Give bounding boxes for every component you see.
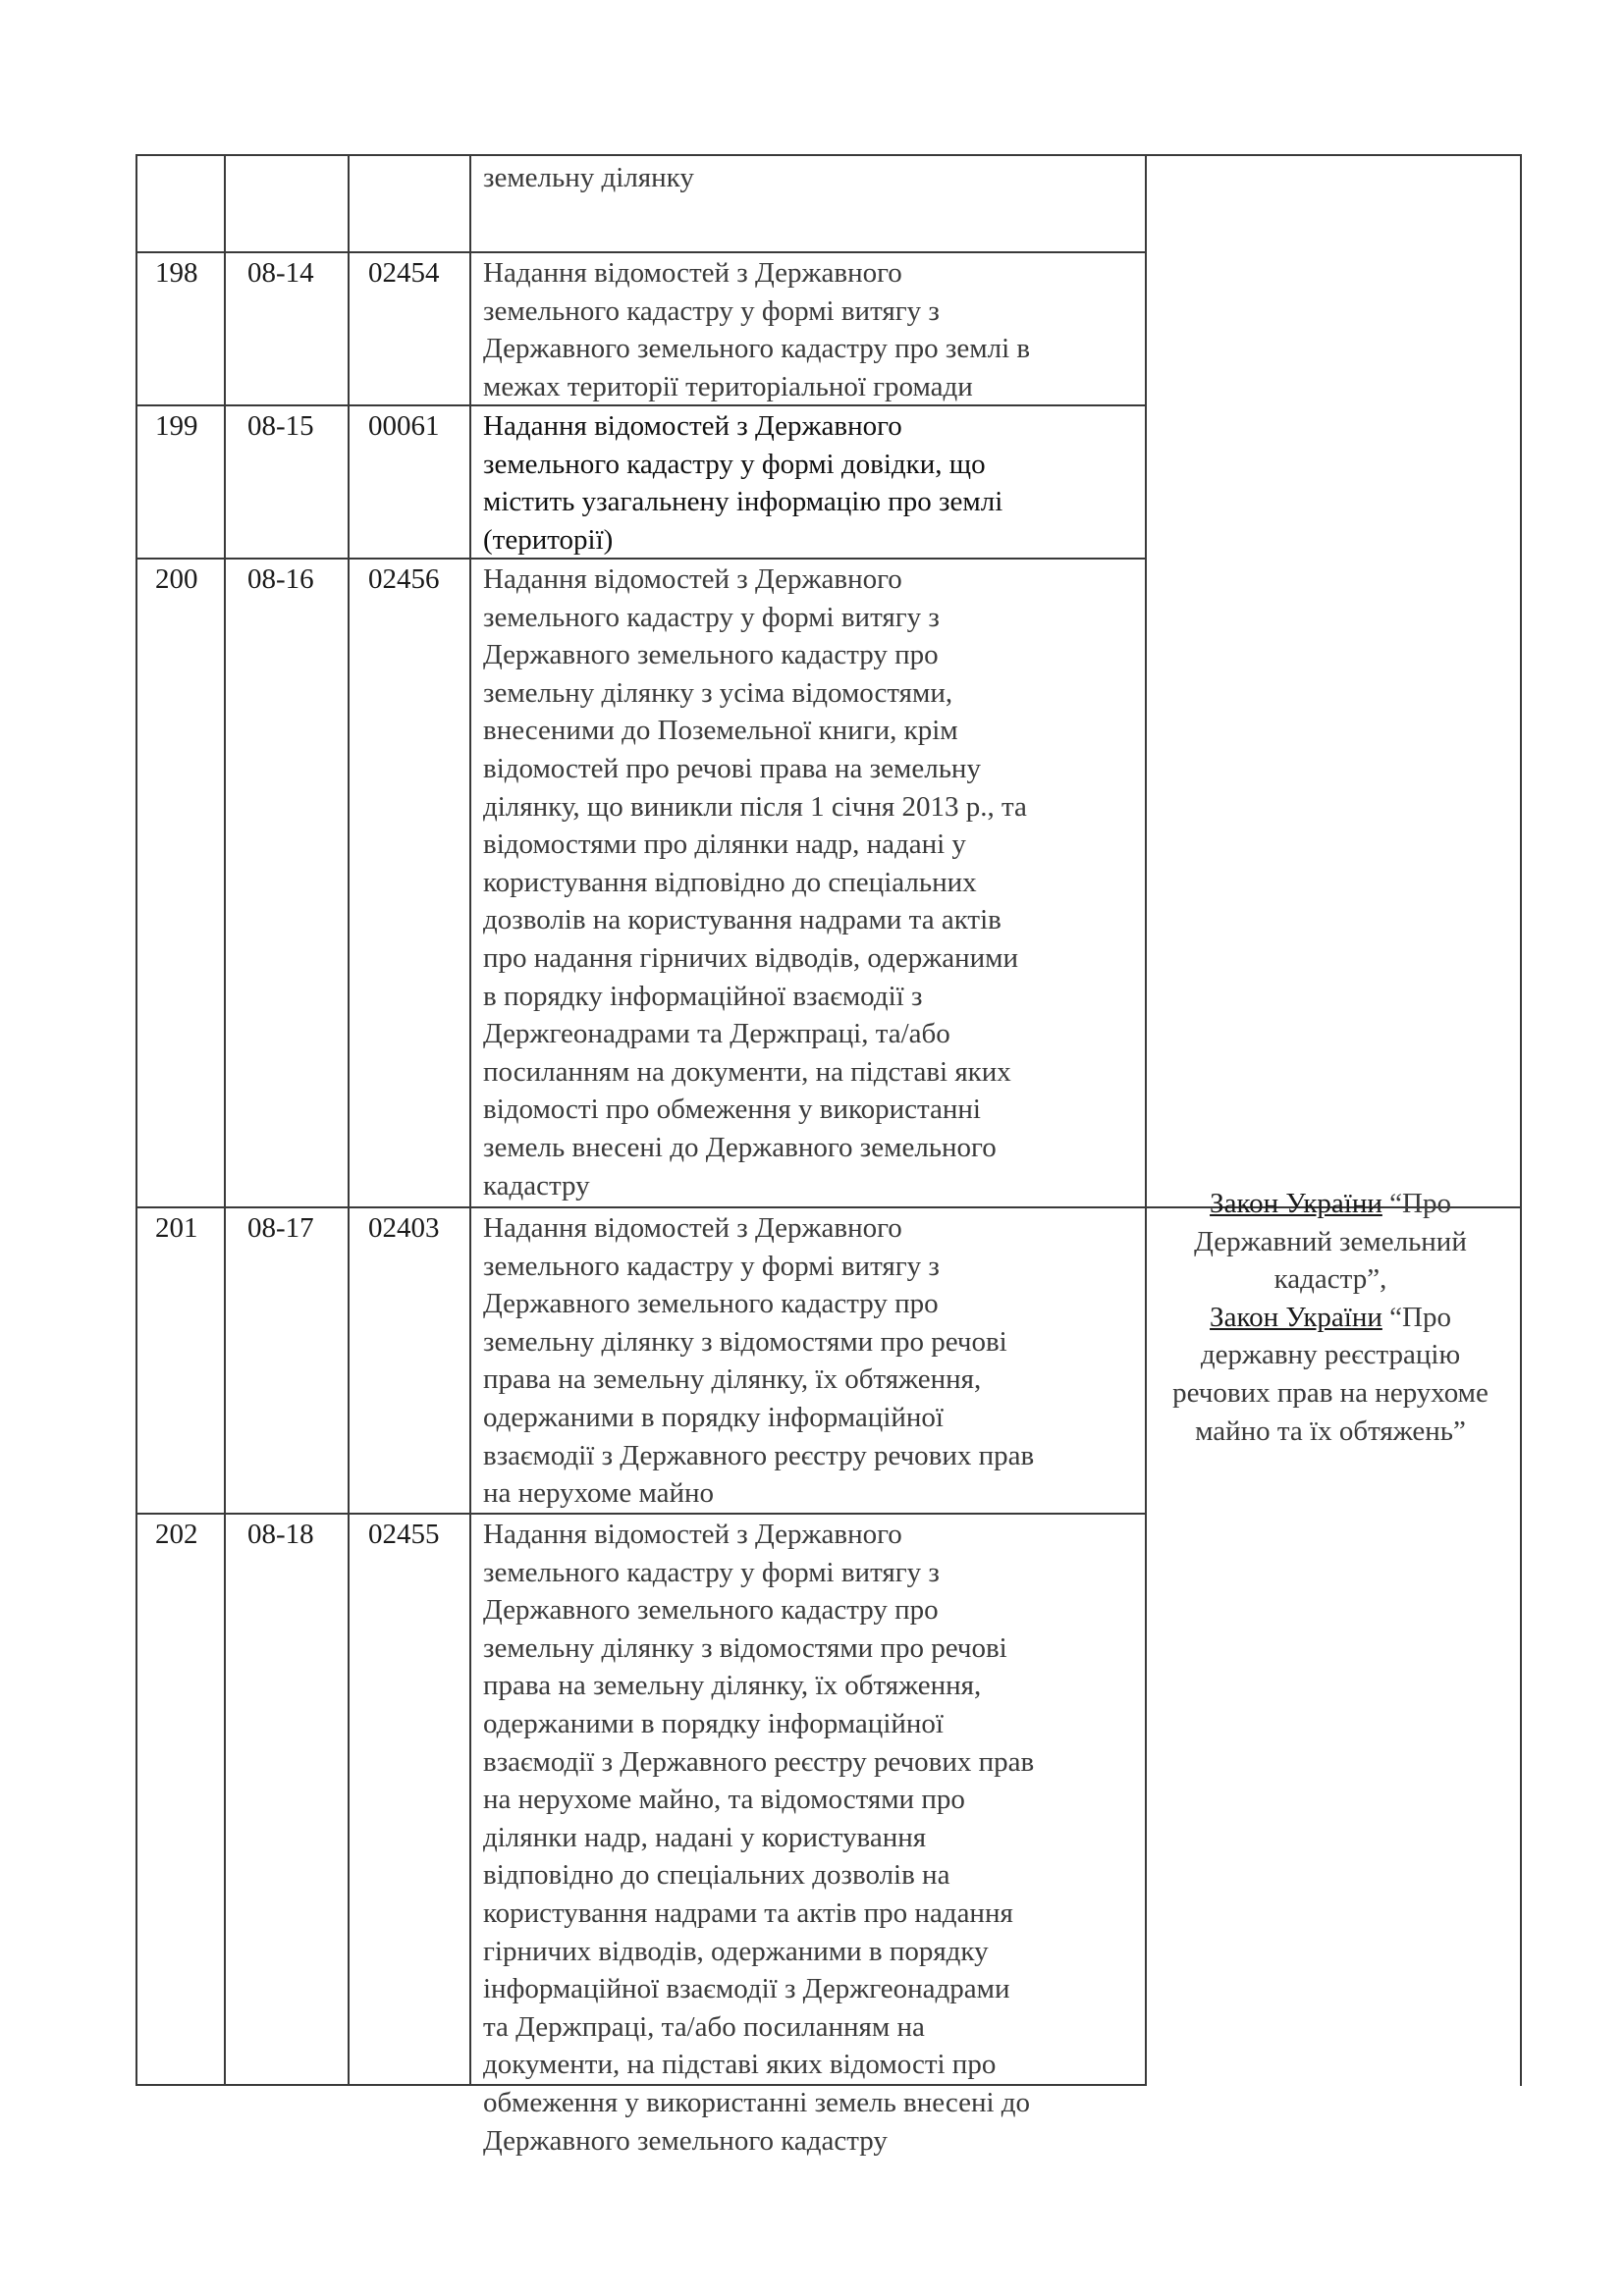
description-line: (території) <box>483 523 614 556</box>
row-code: 08-16 <box>247 563 314 595</box>
col-border-1 <box>224 154 226 2086</box>
row-description <box>483 254 1030 405</box>
description-line: ділянки надр, надані у користування <box>483 1821 927 1853</box>
description-line: в порядку інформаційної взаємодії з <box>483 980 923 1012</box>
description-line: Держгеонадрами та Держпраці, та/або <box>483 1018 950 1050</box>
law-link[interactable]: Закон України <box>1210 1188 1382 1219</box>
legal-basis-line <box>1141 1185 1520 1223</box>
description-line: відомостей про речові права на земельну <box>483 752 981 784</box>
description-line: відомостями про ділянки надр, надані у <box>483 828 966 861</box>
description-line: ділянку, що виникли після 1 січня 2013 р., та <box>483 790 1027 823</box>
col-border-4 <box>1145 154 1147 2086</box>
description-line: Надання відомостей з Державного <box>483 1519 902 1550</box>
row-description <box>483 1516 1034 2160</box>
row-description <box>483 1209 1034 1513</box>
description-line: кадастру <box>483 1169 590 1201</box>
description-line: одержаними в порядку інформаційної <box>483 1401 944 1433</box>
legal-basis-cell <box>1141 1185 1520 1450</box>
col-border-2 <box>348 154 350 2086</box>
law-text: “Про <box>1381 1301 1451 1333</box>
description-line: взаємодії з Державного реєстру речових прав <box>483 1439 1035 1471</box>
col-border-left <box>135 154 137 2086</box>
description-line: взаємодії з Державного реєстру речових прав <box>483 1745 1035 1778</box>
description-line: земельного кадастру у формі витягу з <box>483 1556 940 1588</box>
description-line: Надання відомостей з Державного <box>483 1212 902 1244</box>
description-line: про надання гірничих відводів, одержаними <box>483 941 1019 974</box>
row-number: 198 <box>155 257 198 289</box>
description-line: на нерухоме майно, та відомостями про <box>483 1784 965 1816</box>
description-line: Державного земельного кадастру про <box>483 1594 939 1627</box>
row-separator <box>469 1206 1147 1208</box>
description-line: на нерухоме майно <box>483 1477 715 1510</box>
legal-basis-line: майно та їх обтяжень” <box>1195 1415 1466 1447</box>
col-border-3 <box>469 154 471 2086</box>
description-line: земельного кадастру у формі витягу з <box>483 601 940 633</box>
law-text: “Про <box>1381 1188 1451 1219</box>
description-line: земельну ділянку з усіма відомостями, <box>483 676 953 709</box>
description-line: Державного земельного кадастру про землі в <box>483 333 1031 365</box>
row-id: 02456 <box>368 563 440 595</box>
row-id: 00061 <box>368 410 440 442</box>
row-code: 08-17 <box>247 1212 314 1244</box>
row-number: 199 <box>155 410 198 442</box>
description-line: Надання відомостей з Державного <box>483 410 902 442</box>
description-line: Державного земельного кадастру про <box>483 639 939 671</box>
description-line: земель внесені до Державного земельного <box>483 1131 997 1163</box>
description-line: Державного земельного кадастру про <box>483 1288 939 1320</box>
legal-basis-line <box>1141 1299 1520 1337</box>
description-line: права на земельну ділянку, їх обтяження, <box>483 1670 982 1702</box>
description-line: документи, на підставі яких відомості про <box>483 2049 997 2081</box>
row-code: 08-14 <box>247 257 314 289</box>
description-line: земельного кадастру у формі витягу з <box>483 294 940 327</box>
description-line: одержаними в порядку інформаційної <box>483 1707 944 1739</box>
row-separator <box>135 251 469 253</box>
description-line: внесеними до Поземельної книги, крім <box>483 715 958 747</box>
row-description <box>483 407 1002 559</box>
description-line: права на земельну ділянку, їх обтяження, <box>483 1363 982 1396</box>
legal-basis-line: державну реєстрацію <box>1200 1339 1461 1371</box>
row-separator <box>469 251 1147 253</box>
row-number: 201 <box>155 1212 198 1244</box>
table-top-border <box>135 154 1522 156</box>
law-link[interactable]: Закон України <box>1210 1301 1382 1333</box>
row-separator <box>135 1513 469 1515</box>
description-line: відповідно до спеціальних дозволів на <box>483 1859 950 1892</box>
description-line: відомості про обмеження у використанні <box>483 1094 981 1126</box>
row-id: 02455 <box>368 1519 440 1550</box>
description-line: дозволів на користування надрами та актів <box>483 904 1001 936</box>
legal-basis-line: кадастр”, <box>1273 1263 1387 1296</box>
description-line: Надання відомостей з Державного <box>483 257 902 289</box>
row-id: 02403 <box>368 1212 440 1244</box>
row-separator <box>135 558 469 560</box>
row-separator <box>469 1513 1147 1515</box>
description-line: обмеження у використанні земель внесені до <box>483 2086 1031 2118</box>
description-line: земельну ділянку з відомостями про речові <box>483 1631 1007 1664</box>
description-line: інформаційної взаємодії з Держгеонадрами <box>483 1973 1010 2005</box>
row-number: 202 <box>155 1519 198 1550</box>
row-number: 200 <box>155 563 198 595</box>
col-border-right <box>1520 154 1522 2086</box>
description-line: містить узагальнену інформацію про землі <box>483 486 1003 518</box>
description-line: посиланням на документи, на підставі яких <box>483 1055 1011 1088</box>
description-line: земельну ділянку <box>483 162 694 193</box>
description-line: користування відповідно до спеціальних <box>483 866 977 898</box>
description-line: та Держпраці, та/або посиланням на <box>483 2010 925 2043</box>
description-line: Державного земельного кадастру <box>483 2124 888 2157</box>
description-line: межах території територіальної громади <box>483 370 973 402</box>
row-code: 08-18 <box>247 1519 314 1550</box>
legal-basis-line: Державний земельний <box>1194 1225 1467 1257</box>
description-line: гірничих відводів, одержаними в порядку <box>483 1935 989 1967</box>
row-id: 02454 <box>368 257 440 289</box>
row-code: 08-15 <box>247 410 314 442</box>
continuation-description <box>483 159 694 197</box>
row-separator <box>135 404 469 406</box>
row-separator <box>135 1206 469 1208</box>
description-line: Надання відомостей з Державного <box>483 563 902 595</box>
row-description <box>483 561 1027 1204</box>
legal-basis-line: речових прав на нерухоме <box>1172 1376 1489 1409</box>
description-line: земельного кадастру у формі довідки, що <box>483 448 986 480</box>
description-line: користування надрами та актів про надання <box>483 1896 1013 1929</box>
description-line: земельного кадастру у формі витягу з <box>483 1250 940 1282</box>
description-line: земельну ділянку з відомостями про речові <box>483 1325 1007 1358</box>
